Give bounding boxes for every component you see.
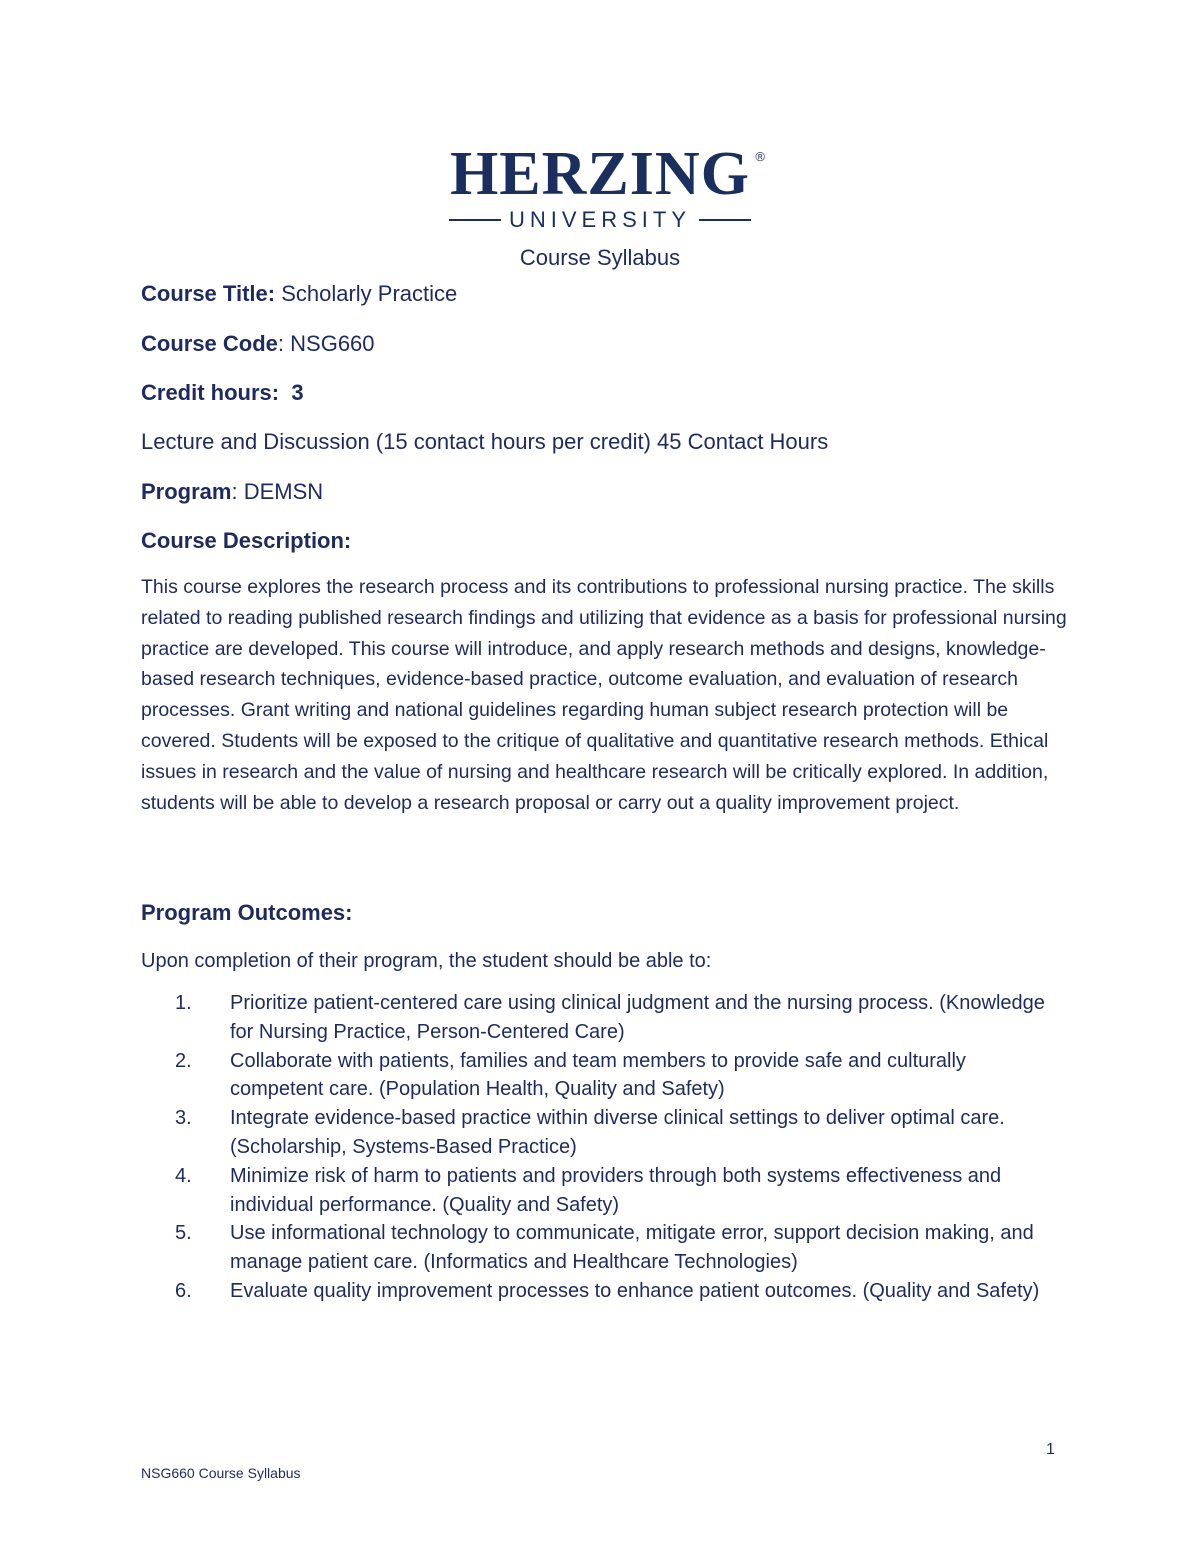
course-title-label: Course Title:	[141, 281, 276, 306]
outcome-number: 4.	[175, 1164, 192, 1187]
outcome-text: Use informational technology to communicate, mitigate error, support decision making, and manage patient care. (Informatics and Healthcare Technologies)	[230, 1222, 1034, 1274]
course-description-heading: Course Description:	[141, 528, 352, 553]
page-footer: NSG660 Course Syllabus	[141, 1465, 301, 1481]
credit-hours-value: 3	[291, 380, 304, 405]
lecture-line: Lecture and Discussion (15 contact hours per credit) 45 Contact Hours	[141, 429, 829, 454]
logo-subtitle: UNIVERSITY	[508, 207, 692, 232]
credit-hours-field	[141, 379, 304, 407]
university-logo	[440, 140, 766, 232]
outcome-text: Prioritize patient-centered care using clinical judgment and the nursing process. (Knowledge for Nursing Practice, Person-Centered Care)	[230, 992, 1045, 1043]
outcome-number: 3.	[175, 1107, 192, 1130]
outcome-number: 6.	[175, 1279, 192, 1302]
program-outcomes-list	[141, 989, 1061, 1306]
outcome-item	[141, 989, 1061, 1047]
outcome-text: Evaluate quality improvement processes to enhance patient outcomes. (Quality and Safety)	[230, 1279, 1040, 1302]
course-title-value: Scholarly Practice	[281, 281, 458, 306]
outcome-item	[141, 1162, 1061, 1220]
program-field	[141, 478, 323, 506]
course-code-label: Course Code	[141, 331, 278, 356]
registered-mark: ®	[755, 149, 766, 164]
outcome-text: Integrate evidence-based practice within diverse clinical settings to deliver optimal care. (Scholarship, Systems-Based Practice)	[230, 1107, 1005, 1158]
outcome-item	[141, 1277, 1061, 1306]
credit-hours-label: Credit hours:	[141, 380, 280, 405]
outcome-text: Collaborate with patients, families and team members to provide safe and culturally competent care. (Population Health, Quality and Safety)	[230, 1049, 966, 1101]
program-outcomes-heading: Program Outcomes:	[141, 900, 353, 925]
course-title-field	[141, 280, 457, 308]
logo-wordmark: HERZING	[450, 140, 750, 208]
outcome-item	[141, 1047, 1061, 1105]
course-code-field	[141, 330, 375, 358]
outcome-number: 5.	[175, 1222, 192, 1245]
document-title: Course Syllabus	[519, 245, 681, 270]
program-label: Program	[141, 479, 232, 504]
page-number: 1	[1046, 1441, 1055, 1458]
outcome-item	[141, 1104, 1061, 1162]
logo-rule-right	[699, 219, 751, 221]
course-description-text: This course explores the research process and its contributions to professional nursing practice. The skills related to reading published research findings and utilizing that evidence as a basis for professional nursing practice are developed. This course will introduce, and apply research methods and designs, knowledge-based research techniques, evidence-based practice, outcome evaluation, and evaluation of research processes. Grant writing and national guidelines regarding human subject research protection will be covered. Students will be exposed to the critique of qualitative and quantitative research methods. Ethical issues in research and the value of nursing and healthcare research will be critically explored. In addition, students will be able to develop a research proposal or carry out a quality improvement project.	[141, 576, 1067, 814]
program-outcomes-intro: Upon completion of their program, the student should be able to:	[141, 950, 712, 972]
outcome-text: Minimize risk of harm to patients and providers through both systems effectiveness and individual performance. (Quality and Safety)	[230, 1164, 1002, 1216]
logo-rule-left	[449, 219, 501, 221]
course-code-value: : NSG660	[277, 331, 375, 356]
program-value: : DEMSN	[231, 479, 324, 504]
outcome-item	[141, 1219, 1061, 1277]
outcome-number: 1.	[175, 992, 192, 1014]
outcome-number: 2.	[175, 1049, 192, 1072]
